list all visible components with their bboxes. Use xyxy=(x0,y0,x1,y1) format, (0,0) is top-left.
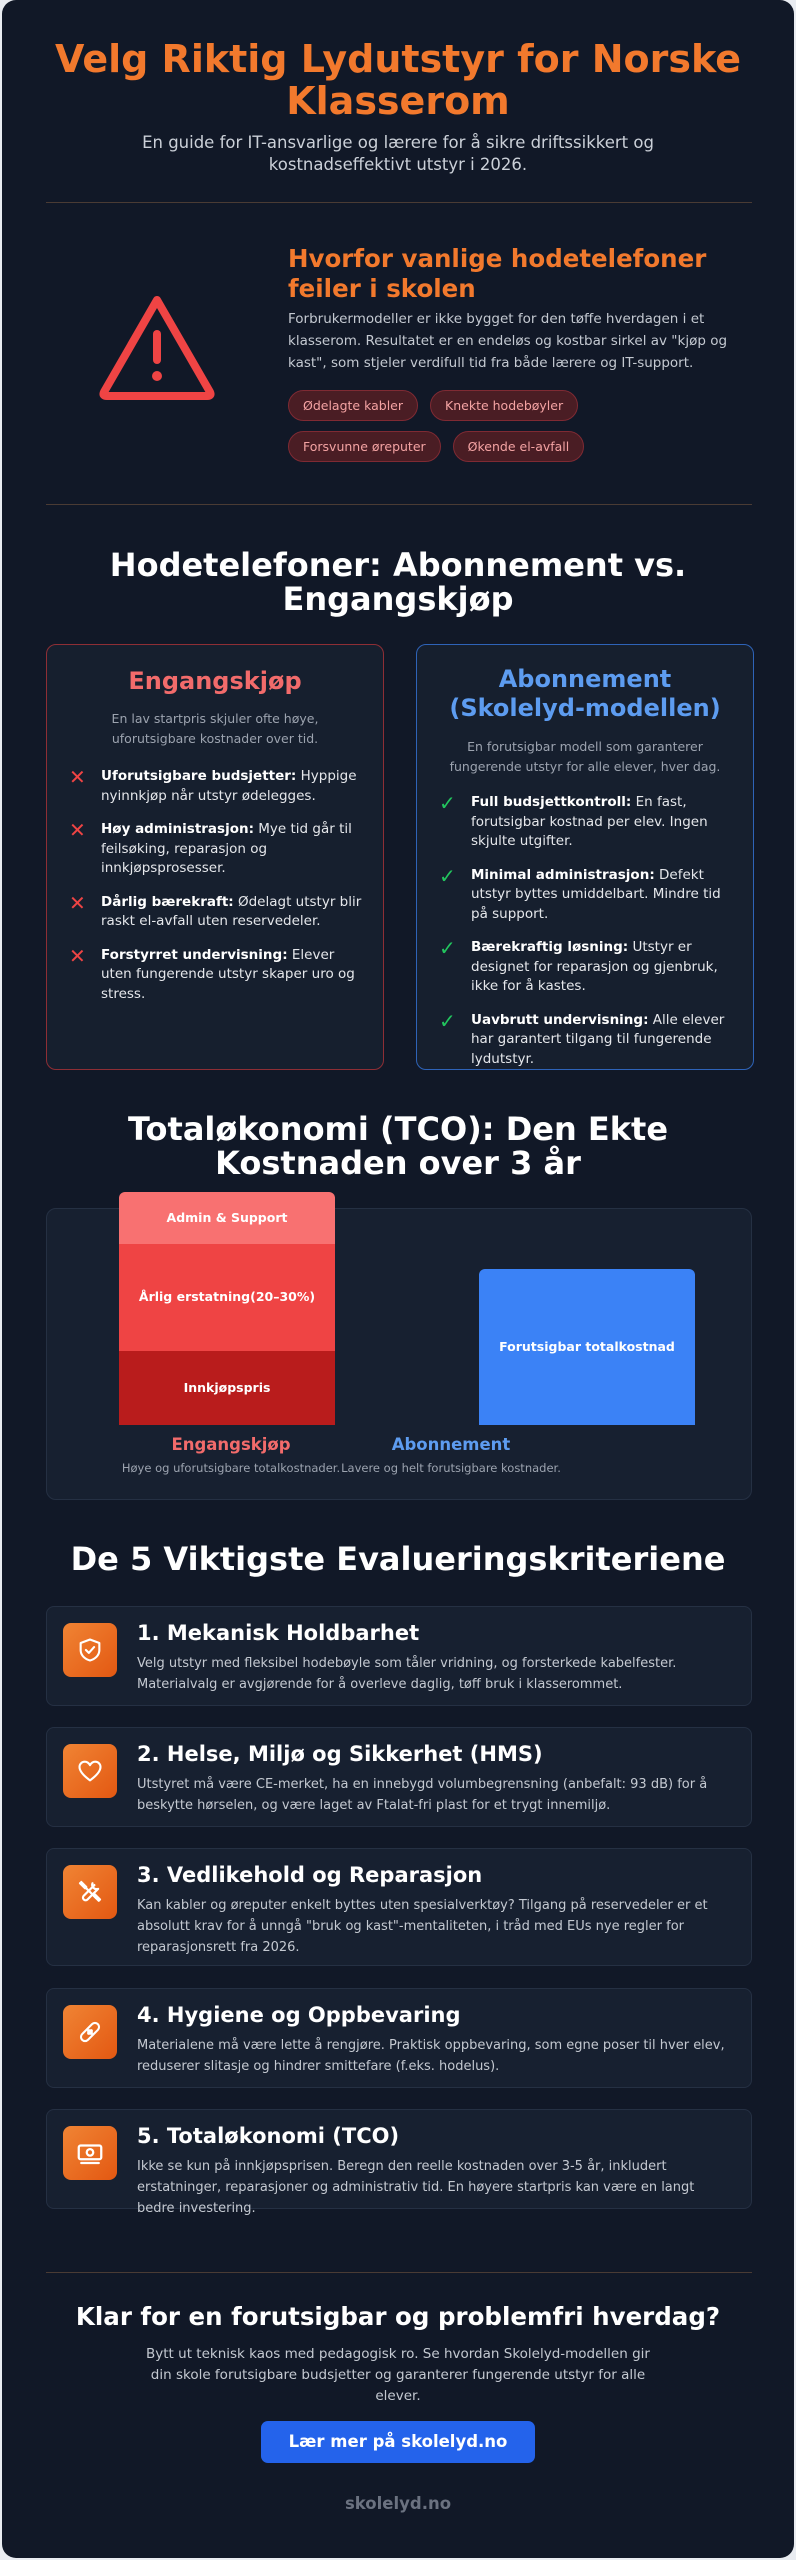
page-title: Velg Riktig Lydutstyr for Norske Klasserom xyxy=(55,37,741,123)
subscription-subtitle: En forutsigbar modell som garanterer fungerende utstyr for alle elever, hver dag. xyxy=(449,739,721,774)
criterion-card xyxy=(46,2109,752,2216)
list-item: ✓ Minimal administrasjon: Defekt utstyr byttes umiddelbart. Mindre tid på support. xyxy=(439,863,721,922)
criterion-card xyxy=(46,1848,752,1966)
subscription-card xyxy=(416,644,754,1070)
criterion-text: Utstyret må være CE-merket, ha en innebygd volumbegrensning (anbefalt: 93 dB) for å beskytte hørselen, og være laget av Ftalat-fri plast for et trygt innemiljø. xyxy=(137,1777,708,1813)
warning-triangle-icon xyxy=(98,292,216,402)
criterion-text: Ikke se kun på innkjøpsprisen. Beregn den reelle kostnaden over 3-5 år, inkludert erstatninger, reparasjoner og administrativ tid. En høyere startpris kan være en langt bedre investering. xyxy=(137,2159,695,2216)
list-item: ✓ Uavbrutt undervisning: Alle elever har garantert tilgang til fungerende lydutstyr. xyxy=(439,1008,725,1067)
shield-check-icon xyxy=(63,1623,117,1677)
learn-more-button[interactable]: Lær mer på skolelyd.no xyxy=(261,2421,535,2463)
divider xyxy=(46,2272,752,2273)
chip-broken-headbands: Knekte hodebøyler xyxy=(430,390,578,421)
problem-chips xyxy=(288,390,728,462)
tco-bar-segment: Innkjøpspris xyxy=(119,1351,335,1425)
criterion-text: Kan kabler og øreputer enkelt byttes uten spesialverktøy? Tilgang på reservedeler er et absolutt krav for å unngå "bruk og kast"-mentaliteten, i tråd med EUs nye regler for reparasjonsrett fra 2026. xyxy=(137,1898,708,1955)
footer-link[interactable]: skolelyd.no xyxy=(344,2494,452,2513)
onetime-subtitle: En lav startpris skjuler ofte høye, uforutsigbare kostnader over tid. xyxy=(111,711,319,746)
criterion-text: Velg utstyr med fleksibel hodebøyle som tåler vridning, og forsterkede kabelfester. Materialvalg er avgjørende for å overleve daglig, tøff bruk i klasserommet. xyxy=(137,1656,677,1692)
subscription-bar-label: Abonnement xyxy=(391,1435,511,1454)
subscription-list xyxy=(439,793,735,1083)
subscription-bar-sub: Lavere og helt forutsigbare kostnader. xyxy=(341,1461,561,1475)
cross-icon: ✕ xyxy=(69,818,86,842)
tco-title: Totaløkonomi (TCO): Den Ekte Kostnaden over 3 år xyxy=(127,1110,669,1182)
page-subtitle: En guide for IT-ansvarlige og lærere for å sikre driftssikkert og kostnadseffektivt utstyr i 2026. xyxy=(142,133,654,174)
list-item: ✕ Dårlig bærekraft: Ødelagt utstyr blir raskt el-avfall uten reservedeler. xyxy=(69,890,362,929)
chip-broken-cables: Ødelagte kabler xyxy=(288,390,418,421)
bandage-icon xyxy=(63,2005,117,2059)
wrench-screwdriver-icon xyxy=(63,1865,117,1919)
divider xyxy=(46,504,752,505)
check-icon: ✓ xyxy=(439,791,456,815)
list-item: ✕ Forstyrret undervisning: Elever uten fungerende utstyr skaper uro og stress. xyxy=(69,943,355,1002)
divider xyxy=(46,202,752,203)
criteria-title: De 5 Viktigste Evalueringskriteriene xyxy=(70,1540,726,1578)
list-item: ✕ Høy administrasjon: Mye tid går til feilsøking, reparasjon og innkjøpsprosesser. xyxy=(69,818,352,876)
cross-icon: ✕ xyxy=(69,943,86,968)
onetime-bar-sub: Høye og uforutsigbare totalkostnader. xyxy=(121,1461,341,1475)
list-item: ✓ Full budsjettkontroll: En fast, forutsigbar kostnad per elev. Ingen skjulte utgifter. xyxy=(439,791,708,849)
criterion-card xyxy=(46,1606,752,1706)
subscription-title: Abonnement (Skolelyd-modellen) xyxy=(449,665,721,722)
onetime-bar-label: Engangskjøp xyxy=(171,1435,291,1454)
check-icon: ✓ xyxy=(439,863,456,888)
heart-icon xyxy=(63,1744,117,1798)
list-item: ✓ Bærekraftig løsning: Utstyr er designet for reparasjon og gjenbruk, ikke for å kastes. xyxy=(439,936,718,994)
criterion-title: 5. Totaløkonomi (TCO) xyxy=(137,2124,400,2148)
criterion-title: 4. Hygiene og Oppbevaring xyxy=(137,2003,461,2027)
onetime-list xyxy=(69,767,365,1018)
chip-missing-earpads: Forsvunne øreputer xyxy=(288,431,441,462)
money-icon xyxy=(63,2126,117,2180)
infographic-page xyxy=(2,0,794,2558)
tco-chart xyxy=(46,1208,752,1500)
onetime-title: Engangskjøp xyxy=(128,667,302,695)
check-icon: ✓ xyxy=(439,1008,456,1033)
list-item: ✕ Uforutsigbare budsjetter: Hyppige nyinnkjøp når utstyr ødelegges. xyxy=(69,765,357,804)
chip-e-waste: Økende el-avfall xyxy=(453,431,585,462)
onetime-card xyxy=(46,644,384,1070)
tco-bar-segment: Admin & Support xyxy=(119,1192,335,1244)
why-text: Forbrukermodeller er ikke bygget for den tøffe hverdagen i et klasserom. Resultatet er en endeløs og kostbar sirkel av "kjøp og kast", som stjeler verdifull tid fra både lærere og IT-support. xyxy=(288,311,728,371)
cta-text: Bytt ut teknisk kaos med pedagogisk ro. Se hvordan Skolelyd-modellen gir din skole forutsigbare budsjetter og garanterer fungerende utstyr for alle elever. xyxy=(146,2346,650,2404)
criterion-title: 1. Mekanisk Holdbarhet xyxy=(137,1621,420,1645)
tco-bar-segment: Årlig erstatning (20–30%) xyxy=(119,1244,335,1351)
cta-title: Klar for en forutsigbar og problemfri hverdag? xyxy=(75,2302,721,2331)
criterion-title: 3. Vedlikehold og Reparasjon xyxy=(137,1863,483,1887)
cross-icon: ✕ xyxy=(69,890,86,915)
why-title: Hvorfor vanlige hodetelefoner feiler i skolen xyxy=(288,244,707,303)
tco-bar-segment: Forutsigbar totalkostnad xyxy=(479,1269,695,1425)
comparison-title: Hodetelefoner: Abonnement vs. Engangskjøp xyxy=(109,546,687,618)
criterion-title: 2. Helse, Miljø og Sikkerhet (HMS) xyxy=(137,1742,543,1766)
criterion-card xyxy=(46,1727,752,1827)
criterion-card xyxy=(46,1988,752,2088)
check-icon: ✓ xyxy=(439,936,456,960)
criterion-text: Materialene må være lette å rengjøre. Praktisk oppbevaring, som egne poser til hver elev, reduserer slitasje og hindrer smittefare (f.eks. hodelus). xyxy=(137,2038,725,2074)
cross-icon: ✕ xyxy=(69,765,86,789)
